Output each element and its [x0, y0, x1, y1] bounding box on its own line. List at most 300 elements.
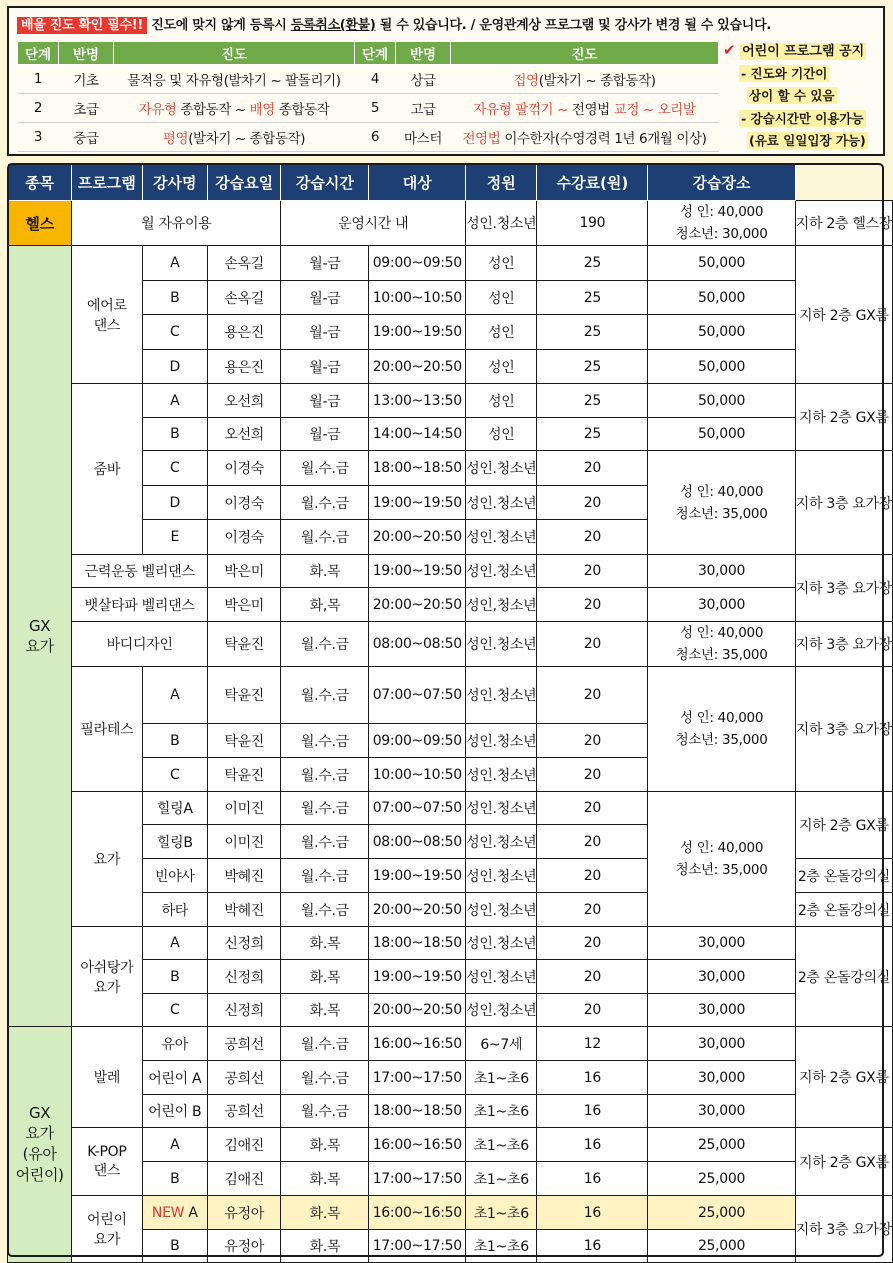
- teacher: 이경숙: [208, 451, 281, 486]
- level-num: 4: [355, 65, 396, 94]
- target: 초1~초6: [466, 1162, 537, 1196]
- capacity: 20: [537, 520, 648, 555]
- program-yoga: 요가: [72, 792, 142, 927]
- level-progress-part: (발차기 ~ 종합동작): [538, 73, 656, 89]
- level-num: 2: [18, 94, 59, 123]
- days: 월-금: [281, 384, 369, 418]
- header-1: 프로그램: [72, 164, 142, 201]
- days: 월-금: [281, 246, 369, 281]
- table-row: [8, 201, 893, 246]
- table-row: [8, 555, 893, 588]
- target: 성인.청소년: [466, 520, 537, 555]
- program-aerobic-line: 댄스: [93, 317, 121, 334]
- new-badge: NEW: [151, 1204, 185, 1221]
- teacher: 이경숙: [208, 520, 281, 555]
- level-table: [17, 41, 719, 152]
- place: 2층 온돌강의실: [795, 859, 892, 893]
- level-progress-part: 평영: [162, 131, 189, 147]
- category-kids-line: GX: [28, 1104, 51, 1122]
- class: 힐링A: [142, 792, 207, 825]
- place: 지하 3층 요가장: [795, 622, 892, 667]
- target: 성인.청소년: [466, 960, 537, 994]
- days: 월-금: [281, 350, 369, 384]
- time: 16:00~16:50: [369, 1128, 466, 1162]
- place: 지하 2층 헬스장: [795, 201, 892, 246]
- capacity: 20: [537, 859, 648, 893]
- table-row: [8, 1196, 893, 1230]
- capacity: 16: [537, 1061, 648, 1095]
- class: B: [142, 418, 207, 451]
- time: 19:00~19:50: [369, 555, 466, 588]
- time: 17:00~17:50: [369, 1061, 466, 1095]
- capacity: 20: [537, 994, 648, 1027]
- level-progress-part: 배영: [249, 102, 275, 118]
- level-progress: [114, 94, 355, 123]
- fee-adult: 성 인: 40,000: [679, 625, 764, 641]
- capacity: 20: [537, 792, 648, 825]
- class: B: [142, 960, 207, 994]
- class: E: [142, 520, 207, 555]
- days: 월.수.금: [281, 1061, 369, 1095]
- header-2: 강사명: [142, 164, 207, 201]
- fee: 50,000: [648, 350, 795, 384]
- target: 성인: [466, 418, 537, 451]
- target: 성인.청소년: [466, 825, 537, 859]
- teacher: 탁윤진: [208, 724, 281, 758]
- days: 화.목: [281, 994, 369, 1027]
- fee: 30,000: [648, 1027, 795, 1061]
- days: 화.목: [281, 1196, 369, 1230]
- program: 바디디자인: [72, 622, 208, 667]
- level-row: [18, 65, 719, 94]
- level-name: 기초: [59, 65, 114, 94]
- target: 성인.청소년: [466, 758, 537, 792]
- fee-youth: 청소년: 35,000: [675, 732, 768, 748]
- time: 09:00~09:50: [369, 246, 466, 281]
- level-progress-part: (발차기 ~ 종합동작): [188, 131, 306, 147]
- level-header-1: 반명: [59, 42, 114, 65]
- teacher: 탁윤진: [208, 667, 281, 724]
- days: 월-금: [281, 315, 369, 350]
- teacher: 공희선: [208, 1061, 281, 1095]
- target: 성인.청소년: [466, 792, 537, 825]
- target: 성인: [466, 384, 537, 418]
- capacity: 20: [537, 758, 648, 792]
- target: 초1~초6: [466, 1061, 537, 1095]
- teacher: 이경숙: [208, 486, 281, 520]
- teacher: 유정아: [208, 1230, 281, 1263]
- days: 월.수.금: [281, 1095, 369, 1128]
- place: 지하 3층 요가장: [795, 667, 892, 792]
- class: D: [142, 486, 207, 520]
- teacher: 신정희: [208, 994, 281, 1027]
- days: 화.목: [281, 1162, 369, 1196]
- teacher: 박은미: [208, 588, 281, 622]
- level-num: 6: [355, 123, 396, 152]
- days: 월.수.금: [281, 1027, 369, 1061]
- kids-notice-line-2: 상이 할 수 있음: [749, 88, 835, 103]
- time: 08:00~08:50: [369, 622, 466, 667]
- class: C: [142, 315, 207, 350]
- capacity: 25: [537, 246, 648, 281]
- days: 월.수.금: [281, 486, 369, 520]
- days: 월.수.금: [281, 451, 369, 486]
- class: D: [142, 350, 207, 384]
- place: 지하 2층 GX룸: [795, 384, 892, 451]
- target: 성인: [466, 281, 537, 315]
- notice-text-3: 될 수 있습니다. / 운영관계상 프로그램 및 강사가 변경 될 수 있습니다.: [375, 18, 771, 33]
- teacher: 이미진: [208, 792, 281, 825]
- class: 어린이 B: [142, 1095, 207, 1128]
- capacity: 20: [537, 960, 648, 994]
- fee: 30,000: [648, 960, 795, 994]
- table-row: [8, 667, 893, 724]
- teacher: 박혜진: [208, 893, 281, 927]
- fee: 25,000: [648, 1196, 795, 1230]
- capacity: 190: [537, 201, 648, 246]
- level-progress: [451, 65, 719, 94]
- level-progress-part: 종합동작 ~: [176, 102, 250, 118]
- target: 성인.청소년: [466, 451, 537, 486]
- category-gx: [8, 246, 72, 1027]
- target: 초1~초6: [466, 1095, 537, 1128]
- days: 월.수.금: [281, 622, 369, 667]
- kids-notice: [723, 40, 883, 149]
- capacity: 16: [537, 1230, 648, 1263]
- program-ashtanga-line: 아쉬탕가: [80, 959, 134, 976]
- time: 09:00~09:50: [369, 724, 466, 758]
- check-icon: ✔: [723, 41, 736, 59]
- program-kpop: [72, 1128, 142, 1196]
- target: 성인.청소년: [466, 667, 537, 724]
- capacity: 16: [537, 1128, 648, 1162]
- kids-notice-line-4: (유료 일일입장 가능): [749, 133, 866, 148]
- capacity: 20: [537, 724, 648, 758]
- fee: [648, 667, 795, 792]
- capacity: 25: [537, 315, 648, 350]
- fee-youth: 청소년: 35,000: [675, 647, 768, 663]
- target: 초1~초6: [466, 1196, 537, 1230]
- level-progress-part: 자유형: [138, 102, 177, 118]
- capacity: 25: [537, 281, 648, 315]
- teacher: 신정희: [208, 960, 281, 994]
- fee: 30,000: [648, 555, 795, 588]
- fee: 50,000: [648, 281, 795, 315]
- notice-warning: 배울 진도 확인 필수!!: [17, 17, 147, 34]
- class: A: [142, 667, 207, 724]
- target: 성인.청소년: [466, 893, 537, 927]
- days: 월.수.금: [281, 859, 369, 893]
- target: 성인.청소년: [466, 486, 537, 520]
- days: 화.목: [281, 555, 369, 588]
- target: 6~7세: [466, 1027, 537, 1061]
- time: 20:00~20:50: [369, 893, 466, 927]
- days: 월-금: [281, 281, 369, 315]
- place: 지하 2층 GX룸: [795, 246, 892, 384]
- level-row: [18, 94, 719, 123]
- target: 성인: [466, 350, 537, 384]
- teacher: 용은진: [208, 350, 281, 384]
- place: 지하 2층 GX룸: [795, 1128, 892, 1196]
- capacity: 25: [537, 418, 648, 451]
- time: 13:00~13:50: [369, 384, 466, 418]
- class: 어린이 A: [142, 1061, 207, 1095]
- category-health: 헬스: [8, 201, 72, 246]
- target: 성인: [466, 315, 537, 350]
- class: 빈야사: [142, 859, 207, 893]
- program-zumba: 줌바: [72, 384, 142, 555]
- time: 18:00~18:50: [369, 451, 466, 486]
- fee: 50,000: [648, 418, 795, 451]
- program-kidsyoga-line: 요가: [93, 1232, 121, 1248]
- time: 19:00~19:50: [369, 859, 466, 893]
- level-name: 고급: [396, 94, 451, 123]
- days: 월.수.금: [281, 724, 369, 758]
- target: 초1~초6: [466, 1128, 537, 1162]
- fee-adult: 성 인: 40,000: [679, 710, 764, 726]
- time: 07:00~07:50: [369, 667, 466, 724]
- teacher: 공희선: [208, 1027, 281, 1061]
- time: 10:00~10:50: [369, 758, 466, 792]
- class: B: [142, 724, 207, 758]
- fee: [648, 792, 795, 927]
- class: B: [142, 281, 207, 315]
- teacher: 신정희: [208, 927, 281, 960]
- target: 초1~초6: [466, 1230, 537, 1263]
- header-5: 대상: [369, 164, 466, 201]
- teacher: 손옥길: [208, 246, 281, 281]
- level-num: 1: [18, 65, 59, 94]
- fee: 30,000: [648, 994, 795, 1027]
- days: 화.목: [281, 1230, 369, 1263]
- class: C: [142, 451, 207, 486]
- capacity: 16: [537, 1095, 648, 1128]
- time: 20:00~20:50: [369, 520, 466, 555]
- capacity: 20: [537, 588, 648, 622]
- header-7: 수강료(원): [537, 164, 648, 201]
- place: 2층 온돌강의실: [795, 893, 892, 927]
- level-header-0: 단계: [18, 42, 59, 65]
- target: 성인.청소년: [466, 622, 537, 667]
- kids-notice-line-3: - 강습시간만 이용가능: [741, 111, 864, 126]
- capacity: 20: [537, 555, 648, 588]
- teacher: 손옥길: [208, 281, 281, 315]
- capacity: 20: [537, 622, 648, 667]
- fee: 25,000: [648, 1128, 795, 1162]
- teacher: 오선희: [208, 384, 281, 418]
- time: 18:00~18:50: [369, 1095, 466, 1128]
- class: A: [188, 1204, 198, 1221]
- level-progress-part: 이수한자(수영경력 1년 6개월 이상): [500, 131, 707, 147]
- fee: 50,000: [648, 246, 795, 281]
- time: 19:00~19:50: [369, 486, 466, 520]
- level-header-2: 진도: [114, 42, 355, 65]
- notice-line: [17, 14, 771, 33]
- place: 지하 2층 GX룸: [795, 1027, 892, 1128]
- teacher: 박혜진: [208, 859, 281, 893]
- capacity: 20: [537, 667, 648, 724]
- time: 17:00~17:50: [369, 1230, 466, 1263]
- fee: [648, 451, 795, 555]
- capacity: 20: [537, 486, 648, 520]
- class: C: [142, 994, 207, 1027]
- target: 성인.청소년: [466, 555, 537, 588]
- days: 화,목: [281, 588, 369, 622]
- level-progress-part: 물적응 및 자유형(발차기 ~ 팔돌리기): [127, 73, 341, 89]
- header-8: 강습장소: [648, 164, 795, 201]
- level-name: 중급: [59, 123, 114, 152]
- time: 운영시간 내: [281, 201, 466, 246]
- days: 월-금: [281, 418, 369, 451]
- level-header-5: 진도: [451, 42, 719, 65]
- fee: 25,000: [648, 1230, 795, 1263]
- table-row: [8, 927, 893, 960]
- target: 성인,청소년: [466, 588, 537, 622]
- category-kids-line: 요가: [25, 1124, 54, 1142]
- program-ashtanga-line: 요가: [93, 979, 121, 996]
- days: 화.목: [281, 927, 369, 960]
- table-row: [8, 1027, 893, 1061]
- fee-youth: 청소년: 35,000: [675, 505, 768, 522]
- header-0: 종목: [8, 164, 72, 201]
- teacher: 김애진: [208, 1128, 281, 1162]
- class: 유아: [142, 1027, 207, 1061]
- fee-youth: 청소년: 35,000: [675, 862, 768, 878]
- level-num: 5: [355, 94, 396, 123]
- capacity: 20: [537, 825, 648, 859]
- time: 10:00~10:50: [369, 281, 466, 315]
- time: 14:00~14:50: [369, 418, 466, 451]
- level-header-4: 반명: [396, 42, 451, 65]
- days: 월.수.금: [281, 667, 369, 724]
- capacity: 20: [537, 893, 648, 927]
- class: A: [142, 1128, 207, 1162]
- level-header-3: 단계: [355, 42, 396, 65]
- time: 16:00~16:50: [369, 1196, 466, 1230]
- level-num: 3: [18, 123, 59, 152]
- days: 월.수.금: [281, 758, 369, 792]
- fee: 30,000: [648, 588, 795, 622]
- program: 월 자유이용: [72, 201, 281, 246]
- fee: [648, 201, 795, 246]
- class: A: [142, 246, 207, 281]
- place: 2층 온돌강의실: [795, 927, 892, 1027]
- days: 월.수.금: [281, 825, 369, 859]
- fee: 30,000: [648, 927, 795, 960]
- level-progress-part: 전영법: [462, 131, 501, 147]
- class-new: [142, 1196, 207, 1230]
- table-row: [8, 588, 893, 622]
- level-row: [18, 123, 719, 152]
- notice-panel: [7, 6, 885, 156]
- table-row: [8, 246, 893, 281]
- program-pilates: 필라테스: [72, 667, 142, 792]
- days: 화.목: [281, 1128, 369, 1162]
- teacher: 이미진: [208, 825, 281, 859]
- category-kids-line: 어린이): [15, 1166, 64, 1184]
- level-progress-part: 접영: [513, 73, 539, 89]
- teacher: 탁윤진: [208, 758, 281, 792]
- table-row: [8, 1128, 893, 1162]
- target: 성인.청소년: [466, 994, 537, 1027]
- place: 지하 3층 요가장: [795, 1196, 892, 1263]
- fee-adult: 성 인: 40,000: [679, 840, 764, 856]
- teacher: 용은진: [208, 315, 281, 350]
- time: 07:00~07:50: [369, 792, 466, 825]
- fee: [648, 622, 795, 667]
- capacity: 16: [537, 1196, 648, 1230]
- days: 화.목: [281, 960, 369, 994]
- program-ashtanga: [72, 927, 142, 1027]
- target: 성인.청소년: [466, 927, 537, 960]
- capacity: 25: [537, 384, 648, 418]
- teacher: 오선희: [208, 418, 281, 451]
- header-6: 정원: [466, 164, 537, 201]
- time: 20:00~20:50: [369, 588, 466, 622]
- target: 성인: [466, 246, 537, 281]
- time: 17:00~17:50: [369, 1162, 466, 1196]
- capacity: 20: [537, 451, 648, 486]
- level-progress: [114, 65, 355, 94]
- category-gx-line: GX: [28, 616, 51, 635]
- time: 19:00~19:50: [369, 315, 466, 350]
- days: 월.수.금: [281, 893, 369, 927]
- level-name: 상급: [396, 65, 451, 94]
- level-progress-part: 전영법: [567, 102, 614, 118]
- level-name: 초급: [59, 94, 114, 123]
- level-progress: [114, 123, 355, 152]
- kids-notice-title: 어린이 프로그램 공지: [742, 44, 865, 59]
- category-gx-line: 요가: [25, 636, 54, 655]
- class: B: [142, 1230, 207, 1263]
- capacity: 16: [537, 1162, 648, 1196]
- fee-youth: 청소년: 30,000: [675, 226, 768, 242]
- time: 16:00~16:50: [369, 1027, 466, 1061]
- capacity: 12: [537, 1027, 648, 1061]
- class: A: [142, 384, 207, 418]
- fee: 50,000: [648, 315, 795, 350]
- level-progress-part: 교정 ~ 오리발: [613, 102, 696, 118]
- program-kidsyoga: [72, 1196, 142, 1263]
- place: 지하 2층 GX룸: [795, 792, 892, 859]
- time: 08:00~08:50: [369, 825, 466, 859]
- fee-adult: 성 인: 40,000: [679, 483, 764, 500]
- class: 하타: [142, 893, 207, 927]
- notice-text-1: 진도에 맞지 않게 등록시: [147, 18, 291, 33]
- target: 성인.청소년: [466, 859, 537, 893]
- program-ballet: 발레: [72, 1027, 142, 1128]
- header-4: 강습시간: [281, 164, 369, 201]
- class: 힐링B: [142, 825, 207, 859]
- capacity: 25: [537, 350, 648, 384]
- time: 20:00~20:50: [369, 350, 466, 384]
- teacher: 탁윤진: [208, 622, 281, 667]
- table-row: [8, 622, 893, 667]
- teacher: 공희선: [208, 1095, 281, 1128]
- table-row: [8, 384, 893, 418]
- program-aerobic: [72, 246, 142, 384]
- place: 지하 3층 요가장: [795, 555, 892, 622]
- program: 뱃살타파 벨리댄스: [72, 588, 208, 622]
- target: 성인.청소년: [466, 724, 537, 758]
- class: A: [142, 927, 207, 960]
- time: 20:00~20:50: [369, 994, 466, 1027]
- program-kidsyoga-line: 어린이: [87, 1212, 127, 1228]
- fee: 25,000: [648, 1162, 795, 1196]
- days: 월.수.금: [281, 520, 369, 555]
- level-progress: [451, 123, 719, 152]
- fee-adult: 성 인: 40,000: [679, 204, 764, 220]
